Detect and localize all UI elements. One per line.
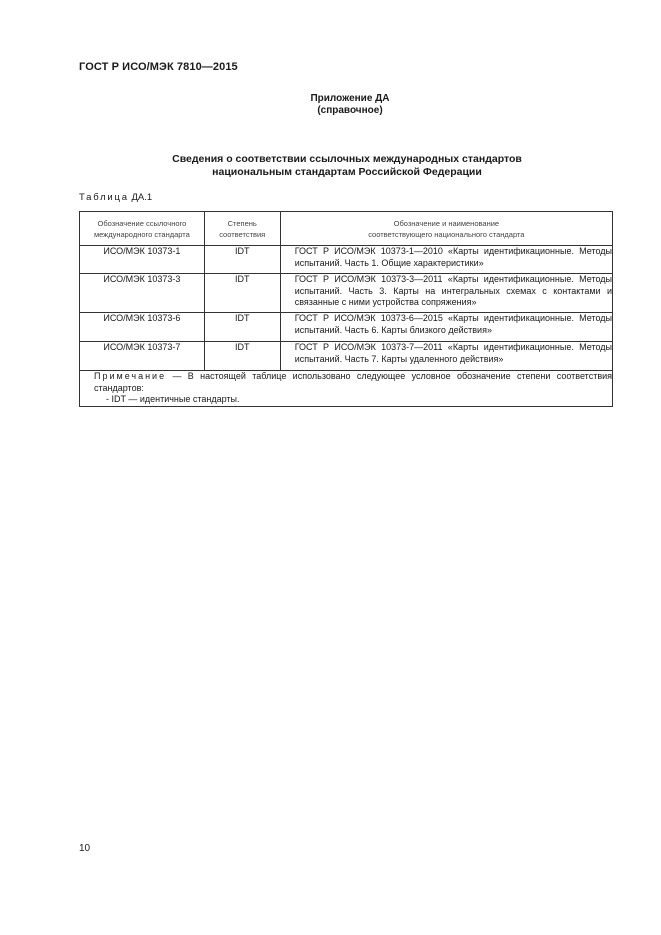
section-title [0, 153, 661, 179]
header-col2-line2: соответствия [219, 229, 266, 239]
section-title-line2: национальным стандартам Российской Федерации [212, 166, 482, 178]
header-reference-standard [80, 212, 205, 246]
table-row [80, 313, 613, 342]
appendix-title: Приложение ДА [310, 93, 390, 104]
header-col1-line2: международного стандарта [93, 229, 190, 239]
table-row [80, 246, 613, 274]
header-national-standard [280, 212, 612, 246]
document-code: ГОСТ Р ИСО/МЭК 7810—2015 [79, 61, 238, 73]
section-title-line1: Сведения о соответствии ссылочных международных стандартов [172, 153, 522, 165]
header-col1-line1: Обозначение ссылочного [97, 218, 187, 228]
cell-degree: IDT [204, 274, 280, 313]
note-label: Примечание [94, 371, 167, 381]
table-note [80, 371, 613, 407]
header-col2-line1: Степень [227, 218, 257, 228]
note-item: - IDT — идентичные стандарты. [106, 394, 240, 404]
national-standard-text: ГОСТ Р ИСО/МЭК 10373-6—2015 «Карты идентификационные. Методы испытаний. Часть 6. Карты близкого действия» [294, 313, 612, 335]
cell-reference-standard: ИСО/МЭК 10373-1 [80, 246, 205, 274]
national-standard-text: ГОСТ Р ИСО/МЭК 10373-3—2011 «Карты идентификационные. Методы испытаний. Часть 3. Карты на интегральных схемах с контактами и связанные с ними устройства сопряжения» [294, 274, 612, 307]
cell-reference-standard: ИСО/МЭК 10373-3 [80, 274, 205, 313]
cell-reference-standard: ИСО/МЭК 10373-6 [80, 313, 205, 342]
table-caption-number: ДА.1 [131, 192, 153, 203]
national-standard-text: ГОСТ Р ИСО/МЭК 10373-7—2011 «Карты идентификационные. Методы испытаний. Часть 7. Карты удаленного действия» [294, 342, 612, 364]
cell-national-standard [280, 246, 612, 274]
table-caption-label: Таблица [79, 192, 129, 203]
cell-degree: IDT [204, 342, 280, 371]
appendix-subtitle: (справочное) [317, 105, 383, 116]
cell-national-standard [280, 274, 612, 313]
note-paragraph [80, 371, 612, 394]
header-col3-line1: Обозначение и наименование [393, 218, 500, 228]
standards-table [79, 211, 613, 407]
table-row [80, 342, 613, 371]
header-degree [204, 212, 280, 246]
cell-degree: IDT [204, 313, 280, 342]
page-number: 10 [79, 843, 91, 854]
note-text: — В настоящей таблице использовано следующее условное обозначение степени соответствия стандартов: [94, 371, 612, 393]
appendix-heading [0, 93, 661, 117]
table-header-row [80, 212, 613, 246]
national-standard-text: ГОСТ Р ИСО/МЭК 10373-1—2010 «Карты идентификационные. Методы испытаний. Часть 1. Общие характеристики» [294, 246, 612, 268]
header-col3-line2: соответствующего национального стандарта [368, 229, 525, 239]
table-row [80, 274, 613, 313]
cell-national-standard [280, 342, 612, 371]
table-caption [79, 192, 152, 203]
cell-national-standard [280, 313, 612, 342]
cell-degree: IDT [204, 246, 280, 274]
cell-reference-standard: ИСО/МЭК 10373-7 [80, 342, 205, 371]
table-note-row [80, 371, 613, 407]
